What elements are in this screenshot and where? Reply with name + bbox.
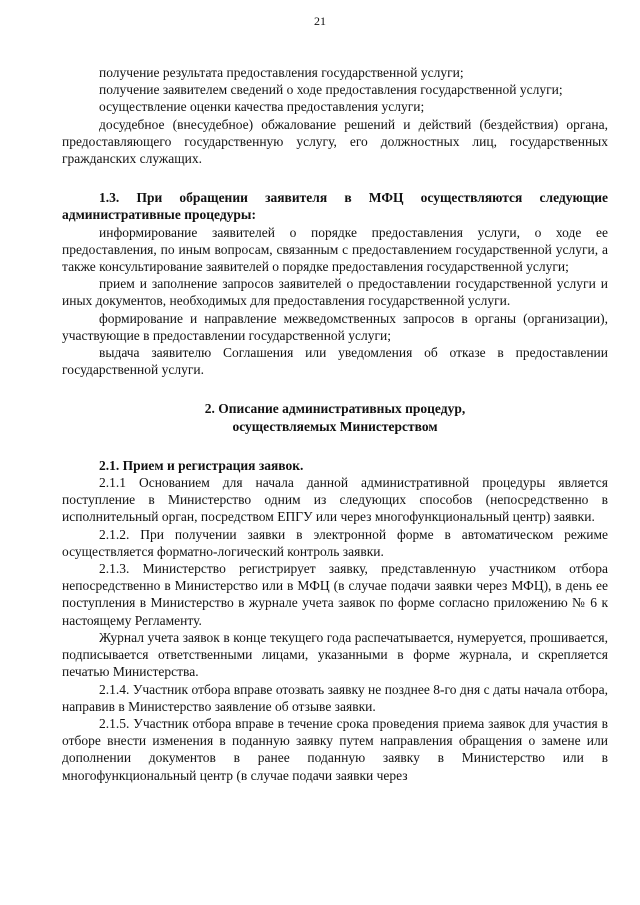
section-2-1-heading: 2.1. Прием и регистрация заявок. [99,457,304,473]
paragraph: 2.1.3. Министерство регистрирует заявку, представленную участником отбора непосредственно в Министерство или в МФЦ (в случае подачи заявки через МФЦ), в день ее поступления в Министерство в журнале учета заявок по форме согласно приложению № 6 к настоящему Регламенту. [62,561,608,628]
paragraph: досудебное (внесудебное) обжалование решений и действий (бездействия) органа, предоставляющего государственную услугу, его должностных лиц, государственных гражданских служащих. [62,116,608,167]
paragraph: 2.1.1 Основанием для начала данной административной процедуры является поступление в Министерство одним из следующих способов (непосредственно в исполнительный орган, посредством ЕПГУ или через многофункциональный центр) заявки. [62,475,608,525]
paragraph: выдача заявителю Соглашения или уведомления об отказе в предоставлении государственной услуги. [62,345,608,378]
paragraph: прием и заполнение запросов заявителей о предоставлении государственной услуги и иных документов, необходимых для предоставления государственной услуги. [62,276,608,309]
paragraph: получение заявителем сведений о ходе предоставления государственной услуги; [99,82,563,98]
section-2-title-line: 2. Описание административных процедур, [204,401,466,417]
paragraph: 2.1.4. Участник отбора вправе отозвать заявку не позднее 8-го дня с даты начала отбора, направив в Министерство заявление об отзыве заявки. [62,681,608,714]
paragraph: получение результата предоставления государственной услуги; [99,65,464,80]
paragraph: формирование и направление межведомственных запросов в органы (организации), участвующие в предоставлении государственной услуги; [62,310,608,343]
document-body [62,64,608,784]
section-2-title-line: осуществляемых Министерством [232,418,438,434]
paragraph: Журнал учета заявок в конце текущего года распечатывается, нумеруется, прошивается, подписывается ответственными лицами, указанными в форме журнала, и скрепляется печатью Министерства. [62,629,608,680]
section-2-title [62,400,608,434]
page-number: 21 [314,14,326,28]
paragraph: информирование заявителей о порядке предоставления услуги, о ходе ее предоставления, по иным вопросам, связанным с предоставлением государственной услуги, а также консультирование заявителей о порядке предоставления государственной услуги; [62,224,608,275]
paragraph: 2.1.2. При получении заявки в электронной форме в автоматическом режиме осуществляется форматно-логический контроль заявки. [62,526,608,559]
section-1-3-heading: 1.3. При обращении заявителя в МФЦ осуществляются следующие административные процедуры: [62,190,608,223]
paragraph: осуществление оценки качества предоставления услуги; [99,99,425,115]
paragraph: 2.1.5. Участник отбора вправе в течение срока проведения приема заявок для участия в отборе внести изменения в поданную заявку путем направления обращения о замене или дополнении документов в ранее поданную заявку в Министерство или в многофункциональный центр (в случае подачи заявки через [62,715,608,783]
